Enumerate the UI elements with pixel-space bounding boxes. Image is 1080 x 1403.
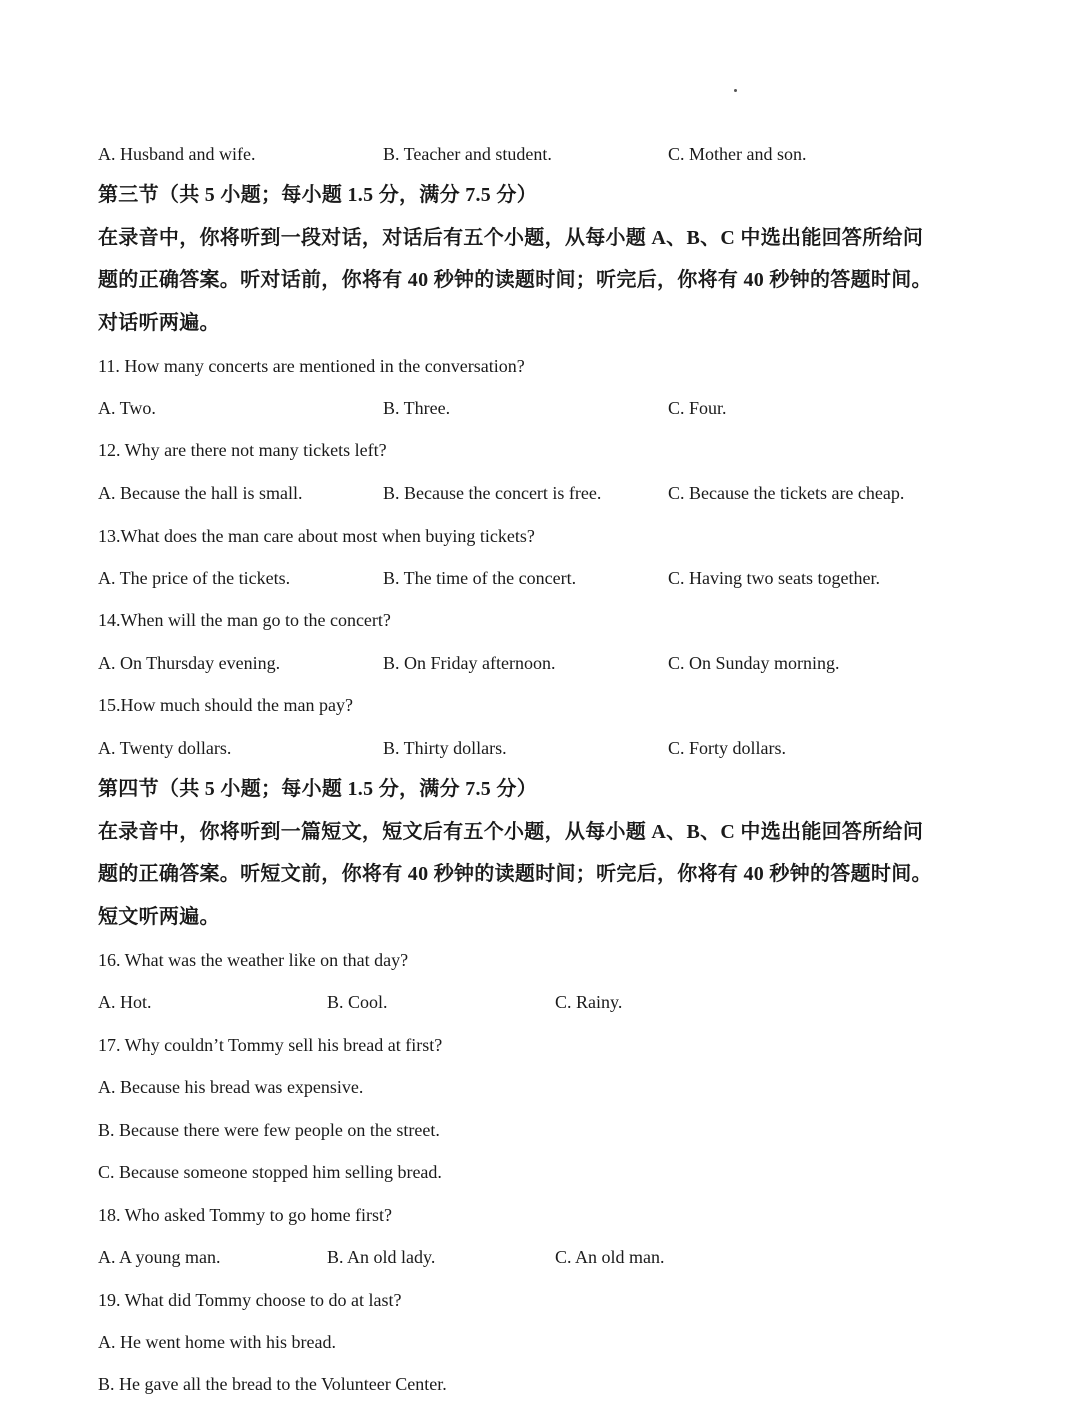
section4-instruction-line: 题的正确答案。听短文前，你将有 40 秒钟的读题时间；听完后，你将有 40 秒钟的答题时间。: [98, 863, 932, 885]
q19-option-a: A. He went home with his bread.: [98, 1332, 336, 1352]
q11-option-b: B. Three.: [383, 398, 451, 418]
q16-option-c: C. Rainy.: [555, 992, 623, 1012]
q12-option-a: A. Because the hall is small.: [98, 483, 303, 503]
q12-option-c: C. Because the tickets are cheap.: [668, 483, 905, 503]
q15-stem: 15.How much should the man pay?: [98, 695, 353, 715]
section4-heading: 第四节（共 5 小题；每小题 1.5 分，满分 7.5 分）: [98, 778, 537, 800]
q12-option-b: B. Because the concert is free.: [383, 483, 602, 503]
q14-option-a: A. On Thursday evening.: [98, 653, 281, 673]
q13-option-c: C. Having two seats together.: [668, 568, 880, 588]
q17-option-c: C. Because someone stopped him selling bread.: [98, 1162, 442, 1182]
q10-option-b: B. Teacher and student.: [383, 144, 552, 164]
q13-stem: 13.What does the man care about most when buying tickets?: [98, 526, 535, 546]
q11-option-c: C. Four.: [668, 398, 727, 418]
q18-option-b: B. An old lady.: [327, 1247, 436, 1267]
q16-option-b: B. Cool.: [327, 992, 388, 1012]
section3-instruction-line: 在录音中，你将听到一段对话，对话后有五个小题，从每小题 A、B、C 中选出能回答所给问: [98, 227, 924, 249]
section4-instruction-line: 在录音中，你将听到一篇短文，短文后有五个小题，从每小题 A、B、C 中选出能回答所给问: [98, 821, 924, 843]
q10-option-a: A. Husband and wife.: [98, 144, 256, 164]
q18-option-a: A. A young man.: [98, 1247, 221, 1267]
q14-option-b: B. On Friday afternoon.: [383, 653, 556, 673]
q14-stem: 14.When will the man go to the concert?: [98, 610, 391, 630]
scan-dot: [734, 89, 737, 92]
q19-stem: 19. What did Tommy choose to do at last?: [98, 1290, 402, 1310]
q15-option-c: C. Forty dollars.: [668, 738, 787, 758]
q17-option-a: A. Because his bread was expensive.: [98, 1077, 364, 1097]
section4-instruction-line: 短文听两遍。: [98, 906, 220, 928]
section3-heading: 第三节（共 5 小题；每小题 1.5 分，满分 7.5 分）: [98, 184, 537, 206]
q10-option-c: C. Mother and son.: [668, 144, 807, 164]
q16-stem: 16. What was the weather like on that day?: [98, 950, 409, 970]
q14-option-c: C. On Sunday morning.: [668, 653, 840, 673]
q15-option-b: B. Thirty dollars.: [383, 738, 507, 758]
q16-option-a: A. Hot.: [98, 992, 152, 1012]
q18-option-c: C. An old man.: [555, 1247, 665, 1267]
q17-option-b: B. Because there were few people on the street.: [98, 1120, 440, 1140]
section3-instruction-line: 对话听两遍。: [98, 312, 220, 334]
q19-option-b: B. He gave all the bread to the Volunteer Center.: [98, 1374, 447, 1394]
section3-instruction-line: 题的正确答案。听对话前，你将有 40 秒钟的读题时间；听完后，你将有 40 秒钟的答题时间。: [98, 269, 932, 291]
q12-stem: 12. Why are there not many tickets left?: [98, 440, 387, 460]
q11-option-a: A. Two.: [98, 398, 156, 418]
q17-stem: 17. Why couldn’t Tommy sell his bread at first?: [98, 1035, 443, 1055]
q13-option-b: B. The time of the concert.: [383, 568, 577, 588]
q11-stem: 11. How many concerts are mentioned in the conversation?: [98, 356, 525, 376]
q15-option-a: A. Twenty dollars.: [98, 738, 232, 758]
q18-stem: 18. Who asked Tommy to go home first?: [98, 1205, 393, 1225]
q13-option-a: A. The price of the tickets.: [98, 568, 291, 588]
